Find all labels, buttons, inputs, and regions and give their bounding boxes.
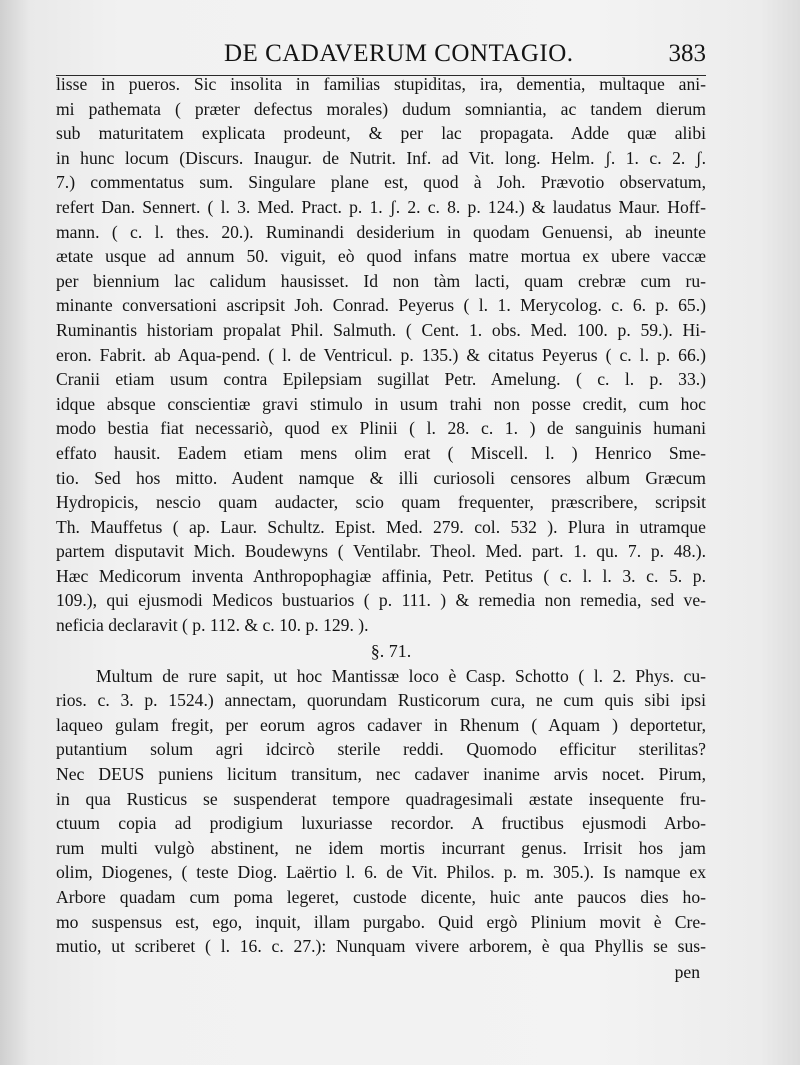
- text-line: laqueo gulam fregit, per eorum agros cadaver in Rhenum ( Aquam ) deportetur,: [56, 714, 706, 735]
- page-number: 383: [668, 40, 706, 67]
- text-line: Hydropicis, nescio quam audacter, scio quam frequenter, præscribere, scripsit: [56, 492, 706, 513]
- text-line: modo bestia fiat necessariò, quod ex Plinii ( l. 28. c. 1. ) de sanguinis humani: [56, 418, 706, 439]
- text-line: mo suspensus est, ego, inquit, illam purgabo. Quid ergò Plinium movit è Cre-: [56, 911, 706, 932]
- paragraph-1: [56, 72, 706, 638]
- body-text: [56, 72, 706, 985]
- text-line: Hæc Medicorum inventa Anthropophagiæ affinia, Petr. Petitus ( c. l. l. 3. c. 5. p.: [56, 565, 706, 586]
- text-line: in qua Rusticus se suspenderat tempore quadragesimali æstate insequente fru-: [56, 788, 706, 809]
- text-line: mann. ( c. l. thes. 20.). Ruminandi desiderium in quodam Genuensi, ab ineunte: [56, 221, 706, 242]
- text-line: idque absque conscientiæ gravi stimulo in usum trahi non posse credit, cum hoc: [56, 393, 706, 414]
- text-line: tio. Sed hos mitto. Audent namque & illi curiosoli censores album Græcum: [56, 467, 706, 488]
- text-line: putantium solum agri idcircò sterile reddi. Quomodo efficitur sterilitas?: [56, 739, 706, 760]
- text-line: eron. Fabrit. ab Aqua-pend. ( l. de Ventricul. p. 135.) & citatus Peyerus ( c. l. p. 66.): [56, 344, 706, 365]
- text-line: Multum de rure sapit, ut hoc Mantissæ loco è Casp. Schotto ( l. 2. Phys. cu-: [96, 665, 706, 686]
- text-line: Arbore quadam cum poma legeret, custode dicente, huic ante paucos dies ho-: [56, 887, 706, 907]
- text-line: minante conversationi ascripsit Joh. Conrad. Peyerus ( l. 1. Merycolog. c. 6. p. 65.): [56, 295, 706, 316]
- text-line: refert Dan. Sennert. ( l. 3. Med. Pract. p. 1. ʃ. 2. c. 8. p. 124.) & laudatus Maur. Hoff-: [56, 196, 706, 217]
- text-line: 109.), qui ejusmodi Medicos bustuarios ( p. 111. ) & remedia non remedia, sed ve-: [56, 590, 706, 611]
- text-line: ctuum copia ad prodigium luxuriasse recordor. A fructibus ejusmodi Arbo-: [56, 813, 706, 834]
- text-line: mi pathemata ( præter defectus morales) dudum somniantia, ac tandem dierum: [56, 98, 706, 119]
- paragraph-2: [56, 664, 706, 959]
- text-line: 7.) commentatus sum. Singulare plane est, quod à Joh. Prævotio observatum,: [56, 172, 706, 193]
- text-line: rum multi vulgò abstinent, ne idem mortis incurrant genus. Irrisit hos jam: [56, 837, 706, 858]
- catchword: pen: [674, 961, 700, 982]
- text-line: sub maturitatem explicata prodeunt, & per lac propagata. Adde quæ alibi: [56, 123, 706, 144]
- text-line: rios. c. 3. p. 1524.) annectam, quorundam Rusticorum cura, ne cum quis sibi ipsi: [56, 690, 706, 711]
- text-line: ætate usque ad annum 50. viguit, eò quod infans matre mortua ex ubere vaccæ: [56, 246, 706, 267]
- text-line: mutio, ut scriberet ( l. 16. c. 27.): Nunquam vivere arborem, è qua Phyllis se sus-: [56, 936, 706, 957]
- text-line: Ruminantis historiam propalat Phil. Salmuth. ( Cent. 1. obs. Med. 100. p. 59.). Hi-: [56, 319, 706, 340]
- text-line: Nec DEUS puniens licitum transitum, nec cadaver inanime arvis nocet. Pirum,: [56, 764, 706, 785]
- text-line: effato hausit. Eadem etiam mens olim erat ( Miscell. l. ) Henrico Sme-: [56, 442, 706, 463]
- text-line: Th. Mauffetus ( ap. Laur. Schultz. Epist. Med. 279. col. 532 ). Plura in utramque: [56, 516, 706, 537]
- section-heading: §. 71.: [370, 640, 412, 661]
- text-line: lisse in pueros. Sic insolita in familias stupiditas, ira, dementia, multaque ani-: [56, 74, 706, 94]
- text-line: in hunc locum (Discurs. Inaugur. de Nutrit. Inf. ad Vit. long. Helm. ʃ. 1. c. 2. ʃ.: [56, 147, 706, 168]
- running-title: DE CADAVERUM CONTAGIO.: [224, 40, 574, 67]
- text-line: per biennium lac calidum hausisset. Id non tàm lacti, quam crebræ cum ru-: [56, 270, 706, 291]
- text-line: partem disputavit Mich. Boudewyns ( Ventilabr. Theol. Med. part. 1. qu. 7. p. 48.).: [56, 541, 706, 562]
- text-line: olim, Diogenes, ( teste Diog. Laërtio l. 6. de Vit. Philos. p. m. 305.). Is namque ex: [56, 862, 706, 883]
- text-line: neficia declaravit ( p. 112. & c. 10. p. 129. ).: [56, 615, 369, 636]
- text-line: Cranii etiam usum contra Epilepsiam sugillat Petr. Amelung. ( c. l. p. 33.): [56, 369, 706, 390]
